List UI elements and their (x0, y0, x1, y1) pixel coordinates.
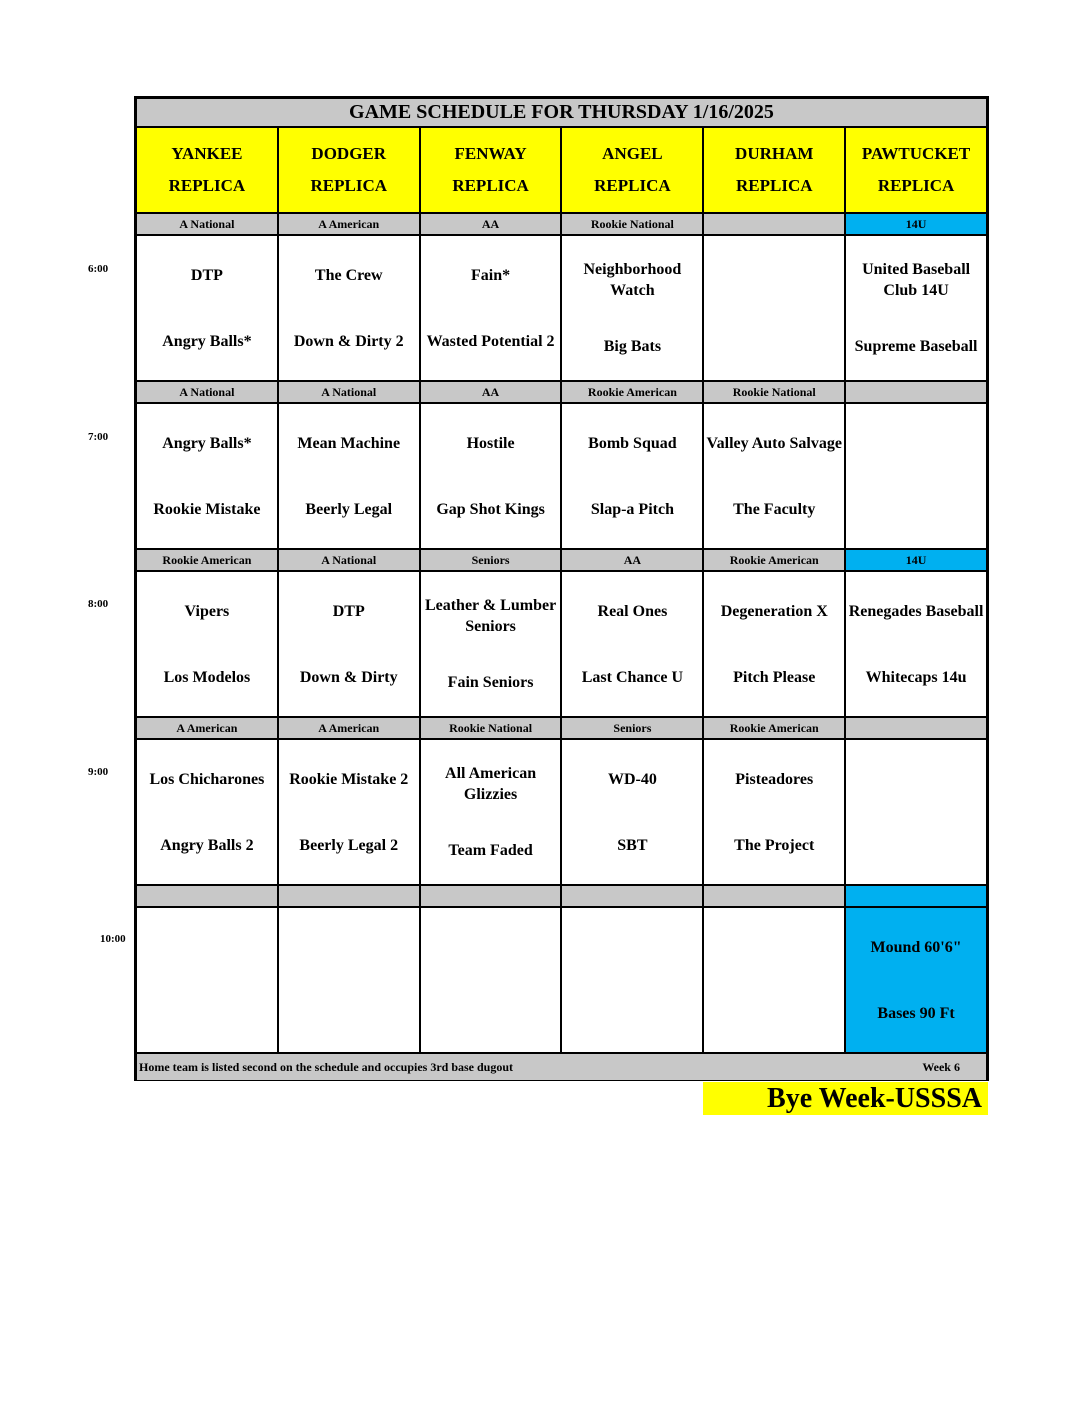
game-cell (846, 572, 986, 716)
division-label: A American (137, 718, 277, 738)
away-team: Fain* (471, 266, 511, 284)
game-cell (846, 236, 986, 380)
game-cell (421, 404, 561, 548)
field-name: YANKEE (171, 144, 243, 163)
division-label (846, 718, 986, 738)
field-header-yankee (137, 128, 277, 212)
field-sub: REPLICA (594, 176, 671, 195)
home-team: SBT (617, 836, 648, 854)
mound-distance: Mound 60'6" (870, 938, 962, 956)
home-team: Last Chance U (581, 668, 684, 686)
away-team: Vipers (184, 602, 230, 620)
division-label: Rookie National (562, 214, 702, 234)
home-team: Pitch Please (733, 668, 816, 686)
footer-bar (137, 1054, 986, 1080)
division-label (846, 886, 986, 906)
field-header-dodger (279, 128, 419, 212)
away-team: Valley Auto Salvage (706, 434, 842, 452)
field-sub: REPLICA (310, 176, 387, 195)
away-team: Pisteadores (735, 770, 814, 788)
field-name: PAWTUCKET (861, 144, 971, 163)
field-name: ANGEL (602, 144, 663, 163)
division-label: A American (279, 214, 419, 234)
game-cell (279, 236, 419, 380)
away-team: Renegades Baseball (848, 602, 984, 620)
away-team: Hostile (466, 434, 515, 452)
division-label: Seniors (562, 718, 702, 738)
away-team: United Baseball Club 14U (862, 261, 971, 300)
away-team: Degeneration X (720, 602, 828, 620)
home-team: Angry Balls 2 (160, 836, 254, 854)
home-team: Los Modelos (163, 668, 251, 686)
home-team: Rookie Mistake (153, 500, 261, 518)
game-cell (562, 572, 702, 716)
division-label (846, 382, 986, 402)
home-team: Supreme Baseball (854, 337, 978, 355)
game-cell (421, 236, 561, 380)
game-cell (279, 404, 419, 548)
week-label: Week 6 (922, 1059, 960, 1074)
division-label: AA (421, 382, 561, 402)
field-spec-cell (846, 908, 986, 1052)
time-label: 7:00 (88, 431, 109, 443)
field-name: FENWAY (454, 144, 527, 163)
home-team: Slap-a Pitch (590, 500, 674, 518)
game-cell (562, 908, 702, 1052)
division-label: 14U (846, 214, 986, 234)
field-header-pawtucket (846, 128, 986, 212)
division-label: Rookie National (421, 718, 561, 738)
field-sub: REPLICA (452, 176, 529, 195)
division-label: A American (279, 718, 419, 738)
division-label: 14U (846, 550, 986, 570)
division-label (137, 886, 277, 906)
away-team: The Crew (314, 266, 383, 284)
away-team: Mean Machine (297, 434, 401, 452)
game-cell (846, 404, 986, 548)
field-sub: REPLICA (168, 176, 246, 195)
time-label: 10:00 (100, 933, 126, 945)
division-label (562, 886, 702, 906)
game-cell (704, 236, 844, 380)
field-sub: REPLICA (877, 176, 955, 195)
game-cell (704, 404, 844, 548)
away-team: WD-40 (607, 770, 657, 788)
game-cell (421, 908, 561, 1052)
away-team: Real Ones (597, 602, 668, 620)
division-label: Rookie American (704, 718, 844, 738)
field-name: DODGER (311, 144, 387, 163)
game-cell (562, 236, 702, 380)
away-team: All American Glizzies (445, 765, 537, 804)
game-cell (704, 572, 844, 716)
home-team: Beerly Legal 2 (299, 836, 399, 854)
division-label: AA (421, 214, 561, 234)
field-header-fenway (421, 128, 561, 212)
game-cell (562, 740, 702, 884)
field-name: DURHAM (735, 144, 814, 163)
away-team: DTP (332, 602, 365, 620)
schedule-title: GAME SCHEDULE FOR THURSDAY 1/16/2025 (137, 99, 986, 126)
game-cell (846, 740, 986, 884)
division-label (279, 886, 419, 906)
division-label: A National (137, 214, 277, 234)
time-label: 9:00 (88, 766, 109, 778)
game-cell (137, 236, 277, 380)
footer-note: Home team is listed second on the schedule and occupies 3rd base dugout (139, 1059, 514, 1074)
away-team: Bomb Squad (588, 434, 677, 452)
away-team: Neighborhood Watch (583, 261, 682, 300)
schedule-table (134, 96, 989, 1081)
home-team: Team Faded (448, 841, 533, 859)
away-team: Leather & Lumber Seniors (424, 597, 557, 636)
game-cell (137, 572, 277, 716)
home-team: The Faculty (733, 500, 816, 518)
game-cell (704, 740, 844, 884)
division-label: Rookie American (704, 550, 844, 570)
away-team: Angry Balls* (162, 434, 252, 452)
bases-distance: Bases 90 Ft (877, 1004, 955, 1022)
division-label: AA (562, 550, 702, 570)
home-team: Beerly Legal (305, 500, 393, 518)
division-label (704, 886, 844, 906)
time-label: 6:00 (88, 263, 109, 275)
field-header-durham (704, 128, 844, 212)
field-sub: REPLICA (735, 176, 813, 195)
home-team: Whitecaps 14u (865, 668, 967, 686)
division-label: Rookie American (562, 382, 702, 402)
game-cell (279, 908, 419, 1052)
field-header-angel (562, 128, 702, 212)
home-team: Down & Dirty 2 (293, 332, 404, 350)
away-team: Los Chicharones (149, 770, 265, 788)
game-cell (421, 572, 561, 716)
division-label: Rookie American (137, 550, 277, 570)
home-team: Angry Balls* (162, 332, 252, 350)
division-label: A National (279, 550, 419, 570)
bye-week-banner: Bye Week-USSSA (703, 1082, 988, 1115)
game-cell (279, 572, 419, 716)
home-team: Wasted Potential 2 (426, 332, 555, 350)
division-label: A National (279, 382, 419, 402)
game-cell (137, 740, 277, 884)
division-label: Rookie National (704, 382, 844, 402)
division-label (704, 214, 844, 234)
game-cell (704, 908, 844, 1052)
home-team: Big Bats (603, 337, 662, 355)
home-team: Fain Seniors (447, 673, 534, 691)
game-cell (421, 740, 561, 884)
home-team: Gap Shot Kings (436, 500, 545, 518)
game-cell (562, 404, 702, 548)
home-team: The Project (734, 836, 815, 854)
division-label: Seniors (421, 550, 561, 570)
game-cell (279, 740, 419, 884)
division-label: A National (137, 382, 277, 402)
division-label (421, 886, 561, 906)
game-cell (137, 908, 277, 1052)
away-team: Rookie Mistake 2 (289, 770, 409, 788)
home-team: Down & Dirty (299, 668, 398, 686)
away-team: DTP (190, 266, 223, 284)
time-label: 8:00 (88, 598, 109, 610)
game-cell (137, 404, 277, 548)
